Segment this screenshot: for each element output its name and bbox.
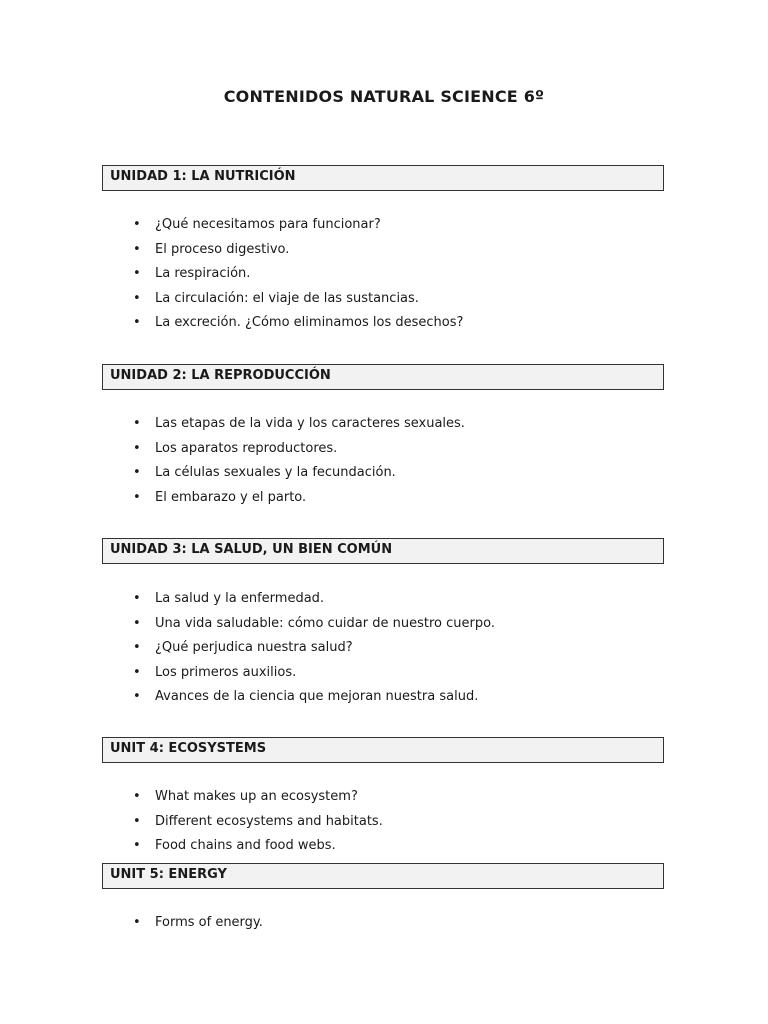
list-item-text: Food chains and food webs. [155,838,336,854]
list-item [133,238,463,263]
list-item [133,834,383,859]
bullet-icon: • [133,664,141,680]
bullet-icon: • [133,290,141,306]
list-item-text: Forms of energy. [155,915,263,930]
unit-3-list [133,587,495,710]
unit-3-heading: UNIDAD 3: LA SALUD, UN BIEN COMÚN [110,542,393,557]
bullet-icon: • [133,813,141,829]
list-item [133,810,383,835]
unit-5-heading: UNIT 5: ENERGY [110,867,227,882]
unit-2-list [133,412,465,510]
list-item-text: Las etapas de la vida y los caracteres sexuales. [155,416,465,431]
list-item-text: What makes up an ecosystem? [155,789,358,804]
list-item-text: Different ecosystems and habitats. [155,813,383,829]
list-item-text: ¿Qué necesitamos para funcionar? [155,217,381,232]
unit-2-heading: UNIDAD 2: LA REPRODUCCIÓN [110,368,331,383]
list-item [133,461,465,486]
bullet-icon: • [133,838,141,854]
list-item [133,587,495,612]
list-item [133,287,463,312]
page-title: CONTENIDOS NATURAL SCIENCE 6º [223,87,545,106]
list-item [133,486,465,511]
bullet-icon: • [133,689,141,705]
bullet-icon: • [133,416,141,431]
bullet-icon: • [133,217,141,232]
list-item-text: La excreción. ¿Cómo eliminamos los desechos? [155,315,464,331]
list-item-text: El proceso digestivo. [155,241,290,257]
list-item-text: ¿Qué perjudica nuestra salud? [155,640,353,656]
list-item-text: Avances de la ciencia que mejoran nuestra salud. [155,689,479,705]
list-item [133,685,495,710]
list-item [133,661,495,686]
list-item [133,785,383,810]
bullet-icon: • [133,489,141,505]
bullet-icon: • [133,465,141,481]
list-item [133,311,463,336]
bullet-icon: • [133,591,141,606]
unit-1-heading-box [102,165,664,191]
list-item [133,262,463,287]
unit-5-heading-box [102,863,664,889]
list-item [133,911,263,936]
list-item-text: La células sexuales y la fecundación. [155,465,396,481]
unit-1-heading: UNIDAD 1: LA NUTRICIÓN [110,169,296,184]
list-item-text: Los primeros auxilios. [155,664,297,680]
list-item [133,213,463,238]
bullet-icon: • [133,440,141,456]
list-item-text: Los aparatos reproductores. [155,440,338,456]
list-item-text: La circulación: el viaje de las sustancias. [155,290,419,306]
unit-2-heading-box [102,364,664,390]
bullet-icon: • [133,266,141,282]
unit-5-list [133,911,263,936]
unit-4-list [133,785,383,859]
unit-4-heading: UNIT 4: ECOSYSTEMS [110,741,267,756]
bullet-icon: • [133,615,141,631]
list-item [133,612,495,637]
list-item-text: Una vida saludable: cómo cuidar de nuestro cuerpo. [155,615,495,631]
unit-3-heading-box [102,538,664,564]
unit-1-list [133,213,463,336]
list-item-text: La respiración. [155,266,251,282]
bullet-icon: • [133,789,141,804]
list-item-text: La salud y la enfermedad. [155,591,325,606]
list-item [133,636,495,661]
bullet-icon: • [133,315,141,331]
list-item [133,437,465,462]
list-item [133,412,465,437]
list-item-text: El embarazo y el parto. [155,489,307,505]
bullet-icon: • [133,915,141,930]
bullet-icon: • [133,640,141,656]
unit-4-heading-box [102,737,664,763]
bullet-icon: • [133,241,141,257]
